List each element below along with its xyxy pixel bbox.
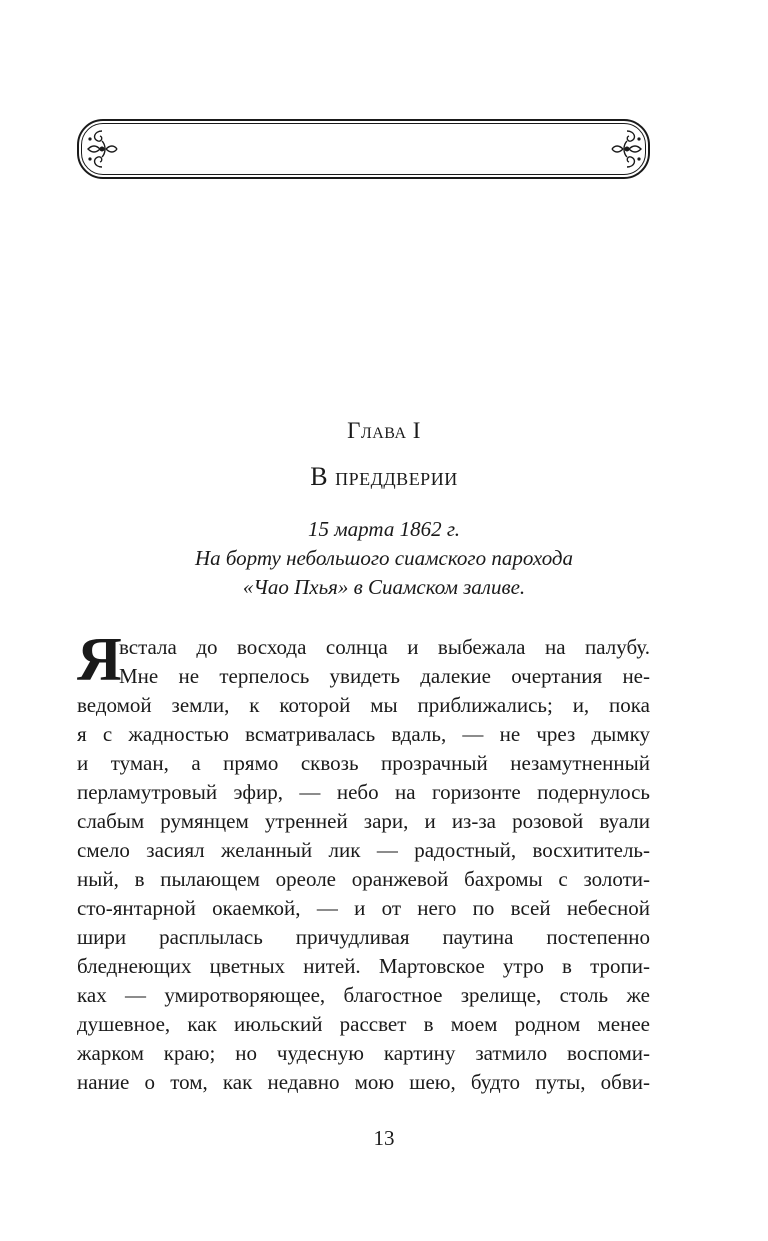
text-line: ведомой земли, к которой мы приближались; и, пока — [77, 693, 650, 717]
text-line: сто-янтарной окаемкой, — и от него по всей небесной — [77, 896, 650, 920]
chapter-title: В преддверии — [310, 462, 458, 491]
text-line: Мне не терпелось увидеть далекие очертания не- — [119, 664, 650, 688]
body-paragraph — [77, 633, 650, 1097]
text-line: бледнеющих цветных нитей. Мартовское утро в тропи- — [77, 954, 650, 978]
text-line: слабым румянцем утренней зари, и из-за розовой вуали — [77, 809, 650, 833]
chapter-header-frame-inner — [81, 123, 646, 175]
page-number: 13 — [373, 1126, 395, 1150]
text-line: я с жадностью всматривалась вдаль, — не чрез дымку — [77, 722, 650, 746]
text-line: нание о том, как недавно мою шею, будто путы, обви- — [77, 1070, 650, 1094]
text-line: шири расплылась причудливая паутина постепенно — [77, 925, 650, 949]
right-fleuron-icon — [609, 127, 645, 171]
text-line: ках — умиротворяющее, благостное зрелище, столь же — [77, 983, 650, 1007]
chapter-label: Глава I — [347, 418, 421, 443]
epigraph — [0, 515, 768, 602]
text-line: и туман, а прямо сквозь прозрачный незамутненный — [77, 751, 650, 775]
epigraph-date: 15 марта 1862 г. — [308, 517, 460, 541]
text-line: встала до восхода солнца и выбежала на палубу. — [119, 635, 650, 659]
text-line: перламутровый эфир, — небо на горизонте подернулось — [77, 780, 650, 804]
drop-cap: Я — [77, 626, 122, 694]
text-line: жарком краю; но чудесную картину затмило воспоми- — [77, 1041, 650, 1065]
left-fleuron-icon — [84, 127, 120, 171]
text-line: ный, в пылающем ореоле оранжевой бахромы с золоти- — [77, 867, 650, 891]
text-line: смело засиял желанный лик — радостный, восхититель- — [77, 838, 650, 862]
epigraph-line: На борту небольшого сиамского парохода — [194, 546, 574, 570]
text-line: душевное, как июльский рассвет в моем родном менее — [77, 1012, 650, 1036]
epigraph-line: «Чао Пхья» в Сиамском заливе. — [242, 575, 526, 599]
